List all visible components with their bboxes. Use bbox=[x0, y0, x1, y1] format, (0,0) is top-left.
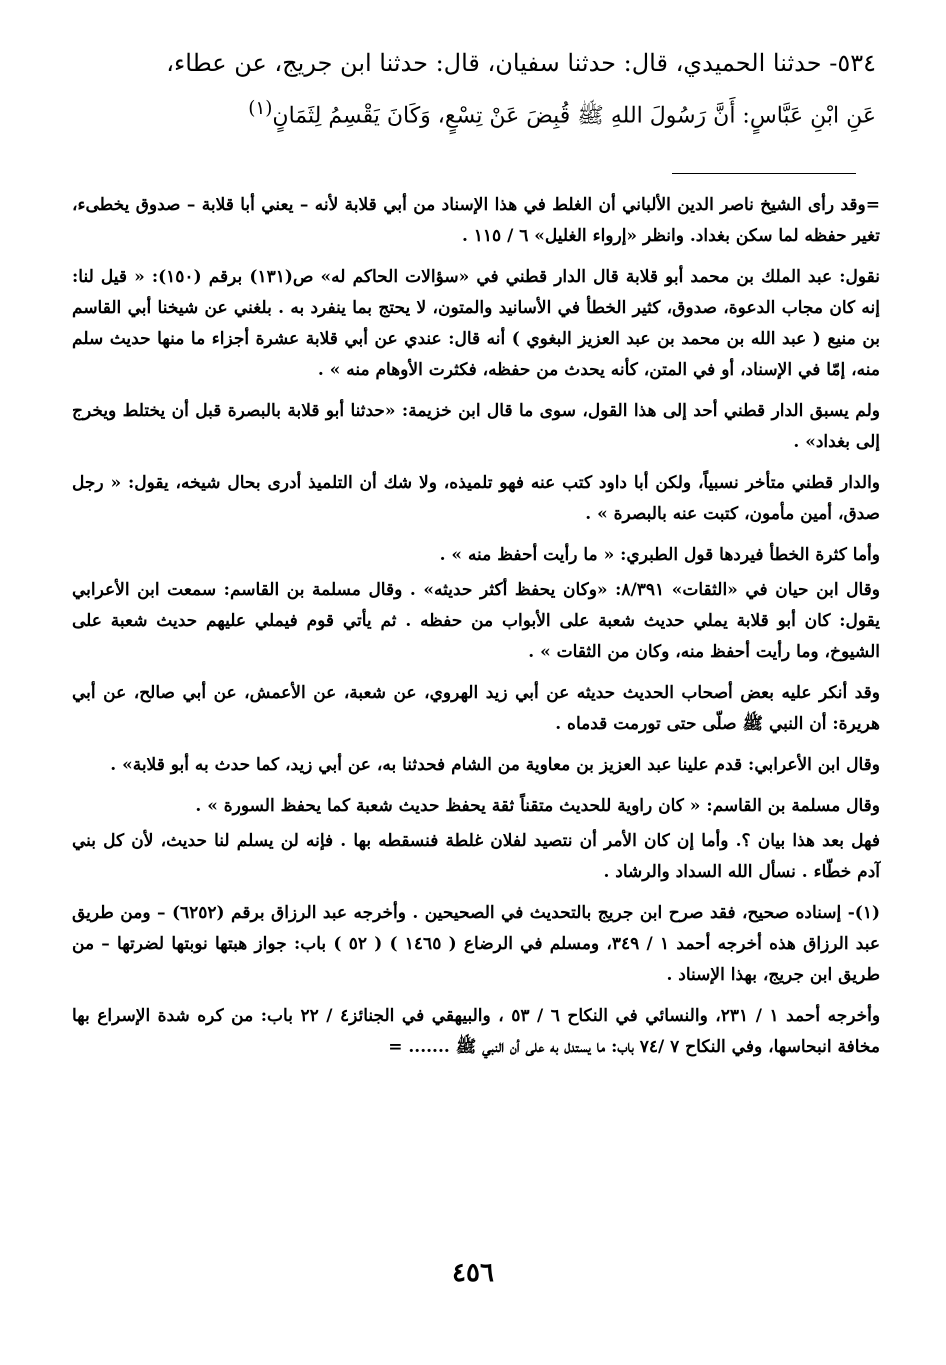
footnote-separator bbox=[672, 173, 856, 174]
note-paragraph: وقال ابن الأعرابي: قدم علينا عبد العزيز بن معاوية من الشام فحدثنا به، عن أبي زيد، كما حدث به أبو قلابة» . bbox=[110, 755, 880, 775]
note-paragraph: وقد أنكر عليه بعض أصحاب الحديث حديثه عن أبي زيد الهروي، عن شعبة، عن الأعمش، عن أبي صالح، عن أبي هريرة: أن النبي ﷺ صلّى حتى تورمت قدماه . bbox=[72, 683, 880, 734]
note-paragraph: =وقد رأى الشيخ ناصر الدين الألباني أن الغلط في هذا الإسناد من أبي قلابة لأنه – يعني أبا قلابة – صدوق يخطىء، تغير حفظه لما سكن بغداد. وانظر «إرواء الغليل» ٦ / ١١٥ . bbox=[72, 195, 880, 246]
hadith-line-2 bbox=[70, 86, 876, 139]
footnote-1: (١)- إسناده صحيح، فقد صرح ابن جريج بالتحديث في الصحيحين . وأخرجه عبد الرزاق برقم (٦٢٥٢) – ومن طريق عبد الرزاق هذه أخرجه أحمد ١ / ٣٤٩، ومسلم في الرضاع ( ١٤٦٥ ) ( ٥٢ ) باب: جواز هبتها نوبتها لضرتها – من طريق ابن جريج، بهذا الإسناد . bbox=[72, 903, 881, 985]
note-paragraph: وقال مسلمة بن القاسم: « كان راوية للحديث متقناً ثقة يحفظ حديث شعبة كما يحفظ السورة » . bbox=[195, 796, 880, 816]
footnote-ref: (١) bbox=[248, 98, 273, 119]
note-paragraph: والدار قطني متأخر نسبياً، ولكن أبا داود كتب عنه فهو تلميذه، ولا شك أن التلميذ أدرى بحال شيخه، يقول: « رجل صدق، أمين مأمون، كتبت عنه بالبصرة » . bbox=[72, 473, 880, 524]
hadith-line-1: ٥٣٤- حدثنا الحميدي، قال: حدثنا سفيان، قال: حدثنا ابن جريج، عن عطاء، bbox=[166, 49, 876, 77]
note-paragraph: وقال ابن حيان في «الثقات» ٨/٣٩١: «وكان يحفظ أكثر حديثه» . وقال مسلمة بن القاسم: سمعت ابن الأعرابي يقول: كان أبو قلابة يملي حديث شعبة على الأبواب من حفظه . ثم يأتي قوم فيملي عليهم حديث شعبة على الشيوخ، وما رأيت أحفظ منه، وكان من الثقات » . bbox=[72, 580, 880, 662]
hadith-line-2-text: عَنِ ابْنِ عَبَّاسٍ: أَنَّ رَسُولَ اللهِ ﷺ قُبِضَ عَنْ تِسْعٍ، وَكَانَ يَقْسِمُ لِثَمَانٍ bbox=[272, 103, 876, 129]
note-paragraph: وأخرجه أحمد ١ / ٢٣١، والنسائي في النكاح ٦ / ٥٣ ، والبيهقي في الجنائز٤ / ٢٢ باب: من كره شدة الإسراع بها مخافة انبحاسها، وفي النكاح ٧ /٧٤ باب: ما يستدل به على أن النبي ﷺ ....... = bbox=[72, 1006, 881, 1057]
note-paragraph: فهل بعد هذا بيان ؟. وأما إن كان الأمر أن نتصيد لفلان غلطة فنسقطه بها . فإنه لن يسلم لنا حديث، لأن كل بني آدم خطّاء . نسأل الله السداد والرشاد . bbox=[72, 831, 880, 882]
hadith-text bbox=[70, 40, 876, 139]
note-paragraph: نقول: عبد الملك بن محمد أبو قلابة قال الدار قطني في «سؤالات الحاكم له» ص(١٣١) برقم (١٥٠): « قيل لنا: إنه كان مجاب الدعوة، صدوق، كثير الخطأ في الأسانيد والمتون، لا يحتج بما ينفرد به . بلغني عن شيخنا أبي القاسم بن منيع ( عبد الله بن محمد بن عبد العزيز البغوي ) أنه قال: عندي عن أبي قلابة عشرة أجزاء ما منها حديث سلم منه، إمّا في الإسناد، أو في المتن، كأنه يحدث من حفظه، فكثرت الأوهام منه » . bbox=[72, 267, 880, 380]
note-paragraph: وأما كثرة الخطأ فيردها قول الطبري: « ما رأيت أحفظ منه » . bbox=[439, 545, 880, 565]
footnotes bbox=[72, 190, 880, 1073]
page-number: ٤٥٦ bbox=[452, 1258, 494, 1288]
note-paragraph: ولم يسبق الدار قطني أحد إلى هذا القول، سوى ما قال ابن خزيمة: «حدثنا أبو قلابة بالبصرة قبل أن يختلط ويخرج إلى بغداد» . bbox=[72, 401, 880, 452]
